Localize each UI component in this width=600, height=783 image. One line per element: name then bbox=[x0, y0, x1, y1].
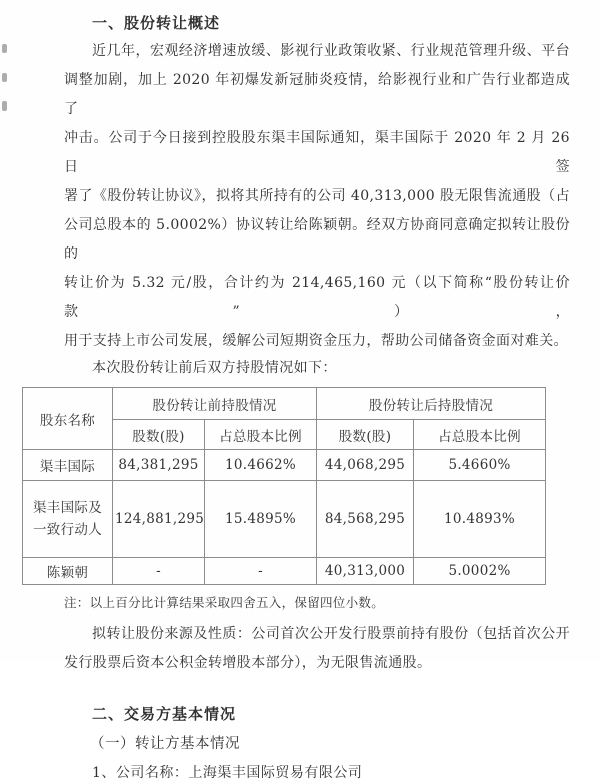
shareholder-name-line: 渠丰国际及 bbox=[33, 500, 102, 516]
shares-header: 股数(股) bbox=[113, 420, 205, 450]
company-name-item: 1、公司名称：上海渠丰国际贸易有限公司 bbox=[92, 765, 363, 781]
percent-cell: 10.4893% bbox=[414, 481, 546, 558]
table-row bbox=[23, 481, 546, 558]
source-nature-paragraph bbox=[64, 620, 570, 678]
section-one-heading: 一、股份转让概述 bbox=[92, 14, 221, 32]
shares-cell: 84,568,295 bbox=[317, 481, 414, 558]
shareholder-name-cell bbox=[23, 481, 113, 558]
shareholder-name-cell: 渠丰国际 bbox=[23, 450, 113, 481]
paragraph-line: 近几年，宏观经济增速放缓、影视行业政策收紧、行业规范管理升级、平台 bbox=[92, 43, 570, 59]
before-transfer-group-header: 股份转让前持股情况 bbox=[113, 388, 317, 420]
shares-header: 股数(股) bbox=[317, 420, 414, 450]
percent-header: 占总股本比例 bbox=[414, 420, 546, 450]
shareholder-name-cell: 陈颖朝 bbox=[23, 558, 113, 585]
percent-cell: 5.4660% bbox=[414, 450, 546, 481]
paragraph-line: 冲击。公司于今日接到控股股东渠丰国际通知，渠丰国际于 2020 年 2 月 26 日签 bbox=[64, 130, 570, 175]
shareholder-name-line: 一致行动人 bbox=[33, 522, 102, 538]
intro-paragraph bbox=[64, 37, 570, 381]
table-row bbox=[23, 450, 546, 481]
section-two-heading: 二、交易方基本情况 bbox=[92, 705, 237, 723]
percent-header: 占总股本比例 bbox=[205, 420, 317, 450]
holdings-table bbox=[22, 387, 546, 585]
shareholder-name-header: 股东名称 bbox=[23, 388, 113, 450]
percent-cell: 5.0002% bbox=[414, 558, 546, 585]
percent-cell: - bbox=[205, 558, 317, 585]
after-transfer-group-header: 股份转让后持股情况 bbox=[317, 388, 546, 420]
paragraph-line: 调整加剧，加上 2020 年初爆发新冠肺炎疫情，给影视行业和广告行业都造成了 bbox=[64, 72, 570, 117]
table-intro-line: 本次股份转让前后双方持股情况如下： bbox=[92, 360, 337, 376]
shares-cell: 84,381,295 bbox=[113, 450, 205, 481]
table-row bbox=[23, 558, 546, 585]
table-footnote: 注：以上百分比计算结果采取四舍五入，保留四位小数。 bbox=[64, 595, 385, 610]
scan-artifact bbox=[2, 73, 7, 82]
percent-cell: 10.4662% bbox=[205, 450, 317, 481]
paragraph-line: 发行股票后资本公积金转增股本部分），为无限售流通股。 bbox=[64, 655, 432, 671]
paragraph-line: 拟转让股份来源及性质：公司首次公开发行股票前持有股份（包括首次公开 bbox=[92, 626, 570, 642]
paragraph-line: 转让价为 5.32 元/股，合计约为 214,465,160 元（以下简称“股份转让价款”）， bbox=[64, 275, 570, 320]
transferor-subheading: （一）转让方基本情况 bbox=[90, 736, 240, 752]
percent-cell: 15.4895% bbox=[205, 481, 317, 558]
paragraph-line: 公司总股本的 5.0002%）协议转让给陈颖朝。经双方协商同意确定拟转让股份的 bbox=[64, 217, 570, 262]
shares-cell: 124,881,295 bbox=[113, 481, 205, 558]
scan-artifact bbox=[2, 101, 7, 111]
shares-cell: - bbox=[113, 558, 205, 585]
paragraph-line: 用于支持上市公司发展，缓解公司短期资金压力，帮助公司储备资金面对难关。 bbox=[64, 333, 568, 349]
paragraph-line: 署了《股份转让协议》，拟将其所持有的公司 40,313,000 股无限售流通股（占 bbox=[64, 188, 570, 204]
scan-artifact bbox=[2, 44, 7, 53]
shares-cell: 44,068,295 bbox=[317, 450, 414, 481]
table-header-row-groups bbox=[23, 388, 546, 420]
shares-cell: 40,313,000 bbox=[317, 558, 414, 585]
